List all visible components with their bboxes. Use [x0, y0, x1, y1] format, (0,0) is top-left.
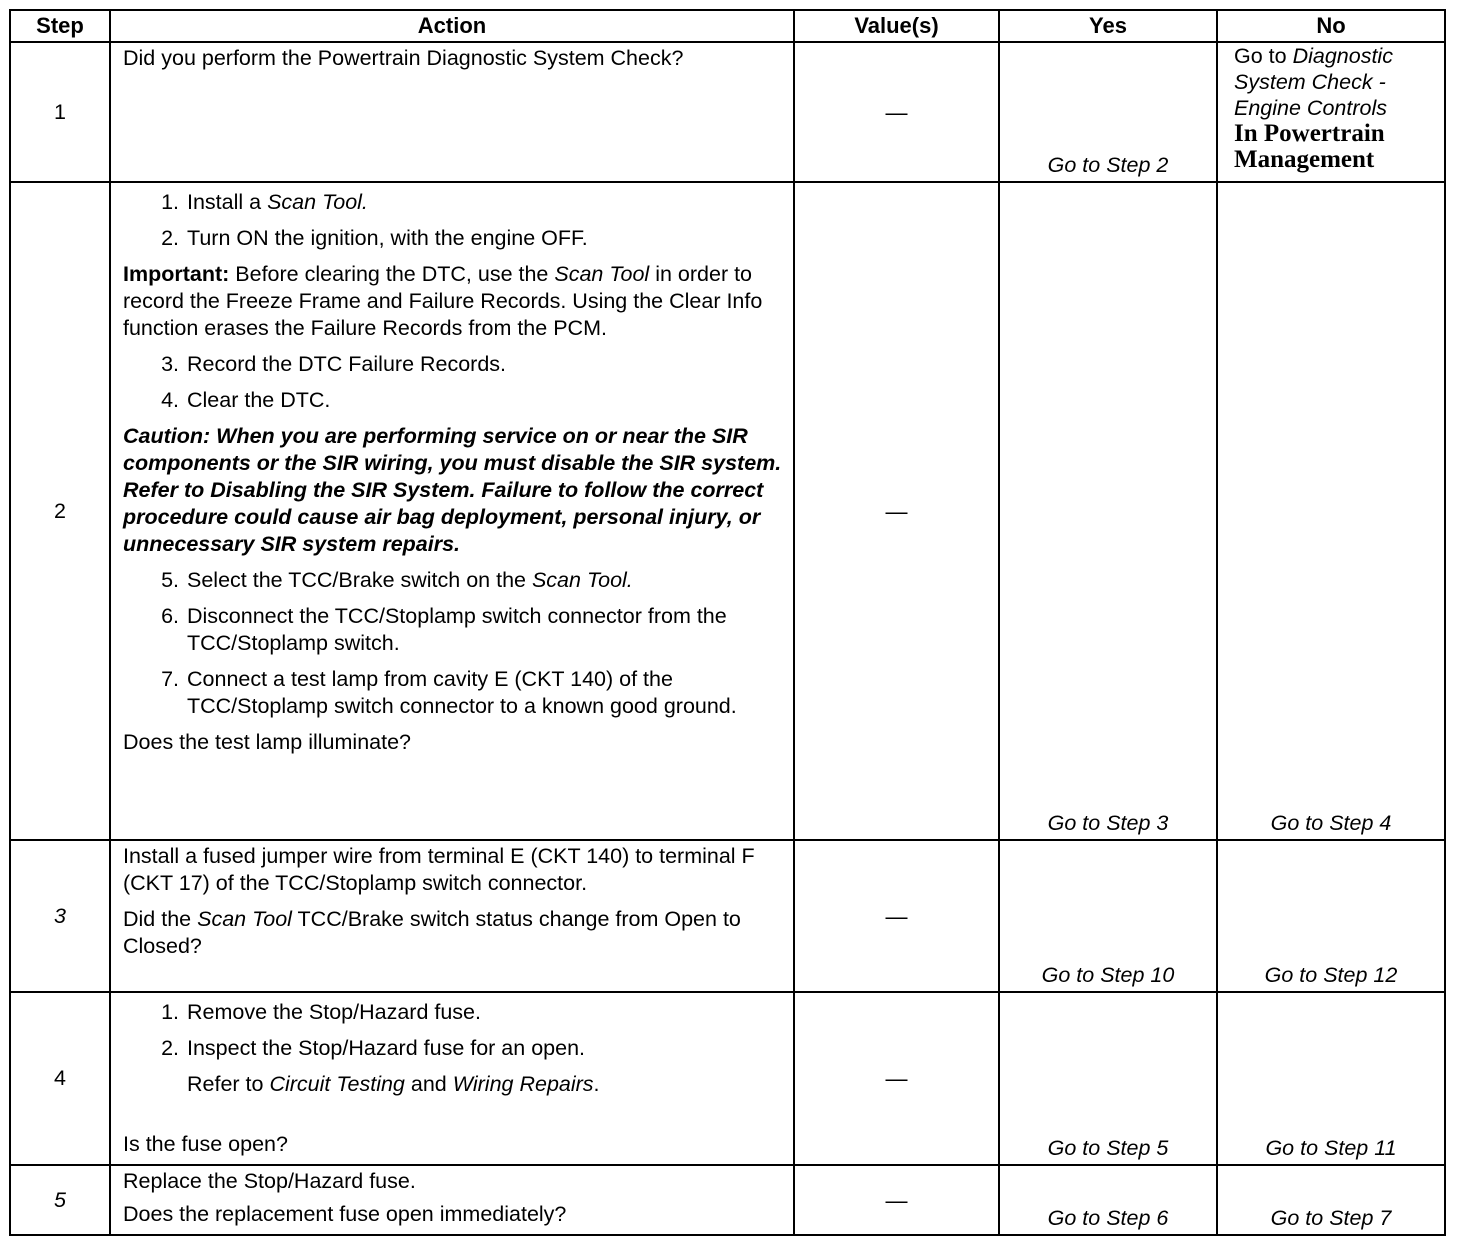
yes-cell — [999, 992, 1217, 1165]
important-note: Important: Before clearing the DTC, use the Scan Tool in order to record the Freeze Frame and Failure Records. Using the Clear Info function erases the Failure Records from the PCM. — [123, 262, 763, 340]
table-row — [10, 42, 1445, 182]
wiring-repairs-link: Wiring Repairs — [452, 1072, 594, 1096]
list-item: 6. Disconnect the TCC/Stoplamp switch connector from the TCC/Stoplamp switch. — [161, 604, 727, 655]
action-cell — [110, 840, 794, 992]
caution-note: Caution: When you are performing service on or near the SIR components or the SIR wiring, you must disable the SIR system. Refer to Disabling the SIR System. Failure to follow the correct procedure could cause air bag deployment, personal injury, or unnecessary SIR system repairs. — [123, 424, 782, 556]
list-item: 7. Connect a test lamp from cavity E (CKT 140) of the TCC/Stoplamp switch connector to a known good ground. — [161, 667, 737, 718]
yes-goto: Go to Step 6 — [1047, 1206, 1169, 1230]
yes-cell — [999, 1165, 1217, 1235]
header-step: Step — [10, 10, 110, 42]
value-cell: — — [794, 840, 999, 992]
no-goto: Go to — [1234, 44, 1287, 68]
table-row — [10, 992, 1445, 1165]
action-cell — [110, 42, 794, 182]
no-reference — [1218, 43, 1444, 173]
header-values: Value(s) — [794, 10, 999, 42]
no-cell — [1217, 182, 1445, 840]
no-goto: Go to Step 7 — [1270, 1206, 1392, 1230]
no-goto: Go to Step 11 — [1265, 1136, 1397, 1160]
table-row — [10, 182, 1445, 840]
no-cell — [1217, 1165, 1445, 1235]
diagnostic-table — [9, 9, 1446, 1236]
yes-cell — [999, 42, 1217, 182]
step-number: 4 — [10, 992, 110, 1165]
list-item: 2. Inspect the Stop/Hazard fuse for an open. — [161, 1036, 586, 1060]
value-cell: — — [794, 1165, 999, 1235]
list-item: 3. Record the DTC Failure Records. — [161, 352, 507, 376]
header-no: No — [1217, 10, 1445, 42]
action-cell — [110, 992, 794, 1165]
step-number: 3 — [10, 840, 110, 992]
table-row — [10, 1165, 1445, 1235]
no-cell — [1217, 42, 1445, 182]
yes-cell — [999, 840, 1217, 992]
step-number: 1 — [10, 42, 110, 182]
action-instruction: Replace the Stop/Hazard fuse. — [123, 1169, 416, 1193]
yes-goto: Go to Step 3 — [1047, 811, 1169, 835]
list-item: 1. Install a Scan Tool. — [161, 190, 368, 214]
no-goto: Go to Step 4 — [1270, 811, 1392, 835]
header-yes: Yes — [999, 10, 1217, 42]
no-goto: Go to Step 12 — [1264, 963, 1398, 987]
yes-goto: Go to Step 10 — [1041, 963, 1175, 987]
no-ref-bold: In Powertrain Management — [1234, 120, 1385, 173]
value-cell: — — [794, 992, 999, 1165]
no-cell — [1217, 840, 1445, 992]
action-instruction: Install a fused jumper wire from terminal E (CKT 140) to terminal F (CKT 17) of the TCC/Stoplamp switch connector. — [123, 844, 755, 895]
action-question: Did the Scan Tool TCC/Brake switch status change from Open to Closed? — [123, 907, 741, 958]
yes-goto: Go to Step 2 — [1047, 153, 1169, 177]
action-question: Did you perform the Powertrain Diagnostic System Check? — [123, 46, 684, 70]
action-question: Is the fuse open? — [123, 1132, 288, 1156]
list-item: 4. Clear the DTC. — [161, 388, 331, 412]
action-question: Does the test lamp illuminate? — [123, 730, 412, 754]
action-cell — [110, 182, 794, 840]
action-question: Does the replacement fuse open immediately? — [123, 1202, 567, 1226]
value-cell: — — [794, 42, 999, 182]
no-ref-italic: Diagnostic System Check - Engine Controls — [1234, 44, 1393, 120]
action-cell — [110, 1165, 794, 1235]
table-row — [10, 840, 1445, 992]
refer-line: Refer to Circuit Testing and Wiring Repairs. — [187, 1072, 600, 1096]
step-number: 2 — [10, 182, 110, 840]
header-action: Action — [110, 10, 794, 42]
step-number: 5 — [10, 1165, 110, 1235]
list-item: 2. Turn ON the ignition, with the engine OFF. — [161, 226, 588, 250]
no-cell — [1217, 992, 1445, 1165]
header-row — [10, 10, 1445, 42]
yes-cell — [999, 182, 1217, 840]
list-item: 1. Remove the Stop/Hazard fuse. — [161, 1000, 481, 1024]
value-cell: — — [794, 182, 999, 840]
circuit-testing-link: Circuit Testing — [269, 1072, 405, 1096]
yes-goto: Go to Step 5 — [1047, 1136, 1169, 1160]
list-item: 5. Select the TCC/Brake switch on the Scan Tool. — [161, 568, 633, 592]
